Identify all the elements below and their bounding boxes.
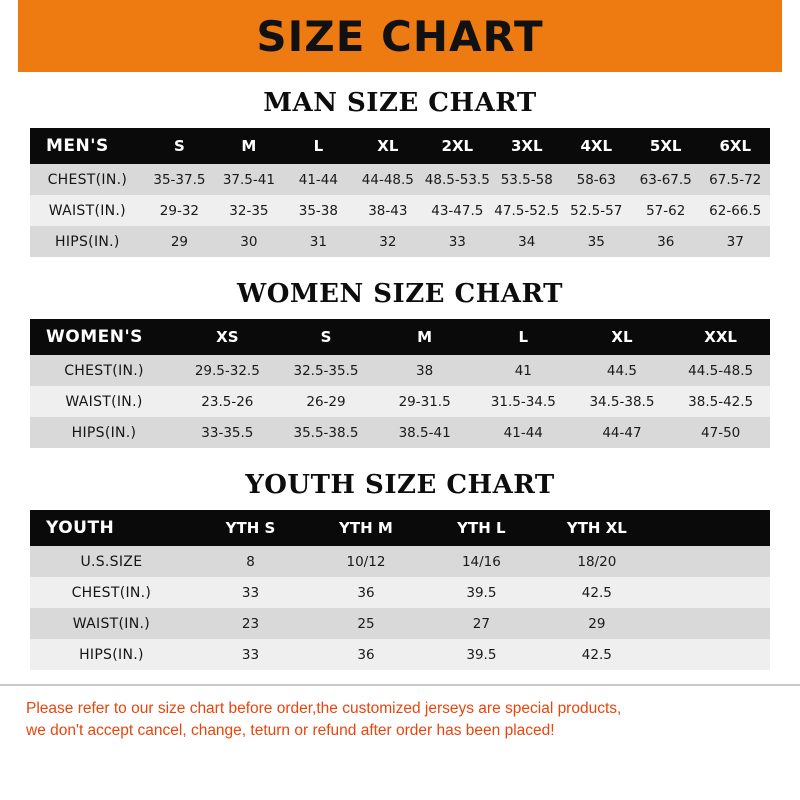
men-col-header: 2XL [423,128,492,164]
cell: 8 [246,553,255,570]
cell: 34.5-38.5 [589,393,655,410]
men-col-header: 5XL [631,128,700,164]
order-policy-line-2: we don't accept cancel, change, teturn or refund after order has been placed! [26,722,555,740]
cell: 44-47 [602,424,642,441]
table-row [30,577,770,608]
women-col-header: S [277,319,376,355]
table-row [30,355,770,386]
row-label: HIPS(IN.) [55,233,120,250]
cell: 30 [240,233,258,250]
youth-col-header: YTH M [308,510,423,546]
table-row [30,546,770,577]
row-label: WAIST(IN.) [72,615,150,632]
men-col-header: S [145,128,214,164]
cell-empty [655,577,770,608]
table-header-row [30,510,770,546]
cell: 35-38 [298,202,338,219]
section-title-youth: YOUTH SIZE CHART [245,470,555,500]
cell: 35-37.5 [153,171,206,188]
cell: 38.5-41 [398,424,451,441]
men-col-header: XL [353,128,422,164]
cell: 58-63 [576,171,616,188]
cell: 38 [416,362,434,379]
cell: 52.5-57 [570,202,623,219]
cell: 44.5 [606,362,637,379]
cell: 48.5-53.5 [424,171,490,188]
cell: 41 [514,362,532,379]
men-col-header: 3XL [492,128,561,164]
women-col-header: M [375,319,474,355]
cell: 32.5-35.5 [293,362,359,379]
row-label: U.S.SIZE [80,553,143,570]
cell-empty [655,608,770,639]
cell: 33-35.5 [201,424,254,441]
cell: 32-35 [229,202,269,219]
cell: 44-48.5 [361,171,414,188]
women-size-chart-table [30,319,770,448]
row-label: HIPS(IN.) [71,424,137,441]
youth-size-chart-wrap [0,510,800,670]
cell: 39.5 [466,646,497,663]
cell: 38.5-42.5 [688,393,754,410]
cell: 63-67.5 [639,171,692,188]
cell: 67.5-72 [709,171,762,188]
cell: 57-62 [646,202,686,219]
cell-empty [655,546,770,577]
cell-empty [655,639,770,670]
cell: 27 [472,615,490,632]
cell: 34 [518,233,536,250]
cell: 29-32 [159,202,200,219]
cell: 36 [657,233,675,250]
cell: 29 [588,615,606,632]
men-size-chart-table [30,128,770,257]
row-label: CHEST(IN.) [64,362,144,379]
order-policy-note [0,684,800,743]
section-title-men: MAN SIZE CHART [263,88,537,118]
cell: 44.5-48.5 [688,362,754,379]
youth-col-header-empty [655,510,770,546]
cell: 37 [726,233,744,250]
cell: 29 [170,233,189,250]
cell: 25 [357,615,375,632]
men-col-header: 4XL [562,128,631,164]
cell: 29.5-32.5 [194,362,260,379]
women-label-header: WOMEN'S [30,319,178,355]
cell: 29-31.5 [398,393,451,410]
cell: 35 [587,233,605,250]
cell: 38-43 [368,202,408,219]
cell: 26-29 [306,393,346,410]
youth-label-header: YOUTH [30,510,193,546]
table-header-row [30,319,770,355]
youth-col-header: YTH S [193,510,308,546]
cell: 37.5-41 [222,171,275,188]
cell: 62-66.5 [709,202,762,219]
cell: 47.5-52.5 [494,202,560,219]
cell: 35.5-38.5 [293,424,359,441]
cell: 23 [241,615,260,632]
cell: 36 [357,584,375,601]
women-col-header: XS [178,319,277,355]
youth-size-chart-table [30,510,770,670]
section-title-women: WOMEN SIZE CHART [237,279,563,309]
row-label: CHEST(IN.) [71,584,152,601]
cell: 18/20 [577,553,617,570]
cell: 31 [309,233,327,250]
cell: 23.5-26 [201,393,254,410]
cell: 10/12 [346,553,386,570]
cell: 39.5 [466,584,497,601]
banner-left-notch [0,0,18,72]
table-row [30,195,770,226]
row-label: CHEST(IN.) [47,171,128,188]
table-row [30,639,770,670]
row-label: WAIST(IN.) [48,202,126,219]
cell: 14/16 [461,553,501,570]
cell: 33 [241,584,260,601]
cell: 32 [379,233,397,250]
women-col-header: XXL [671,319,770,355]
row-label: HIPS(IN.) [79,646,144,663]
cell: 33 [448,233,466,250]
row-label: WAIST(IN.) [65,393,143,410]
men-col-header: M [214,128,283,164]
men-label-header: MEN'S [30,128,145,164]
table-header-row [30,128,770,164]
women-col-header: XL [573,319,672,355]
cell: 42.5 [581,646,612,663]
table-row [30,226,770,257]
cell: 33 [241,646,260,663]
table-row [30,386,770,417]
cell: 53.5-58 [500,171,553,188]
youth-col-header: YTH XL [539,510,654,546]
cell: 42.5 [581,584,612,601]
women-col-header: L [474,319,573,355]
page-title: SIZE CHART [256,11,544,61]
youth-col-header: YTH L [424,510,539,546]
order-policy-line-1: Please refer to our size chart before order,the customized jerseys are special products, [26,700,622,717]
cell: 31.5-34.5 [490,393,556,410]
men-col-header: L [284,128,353,164]
women-size-chart-wrap [0,319,800,448]
table-row [30,417,770,448]
cell: 36 [357,646,375,663]
cell: 41-44 [298,171,338,188]
table-row [30,164,770,195]
men-col-header: 6XL [700,128,770,164]
cell: 47-50 [701,424,741,441]
page-banner [0,0,800,72]
cell: 41-44 [503,424,543,441]
men-size-chart-wrap [0,128,800,257]
banner-right-notch [782,0,800,72]
table-row [30,608,770,639]
cell: 43-47.5 [431,202,484,219]
